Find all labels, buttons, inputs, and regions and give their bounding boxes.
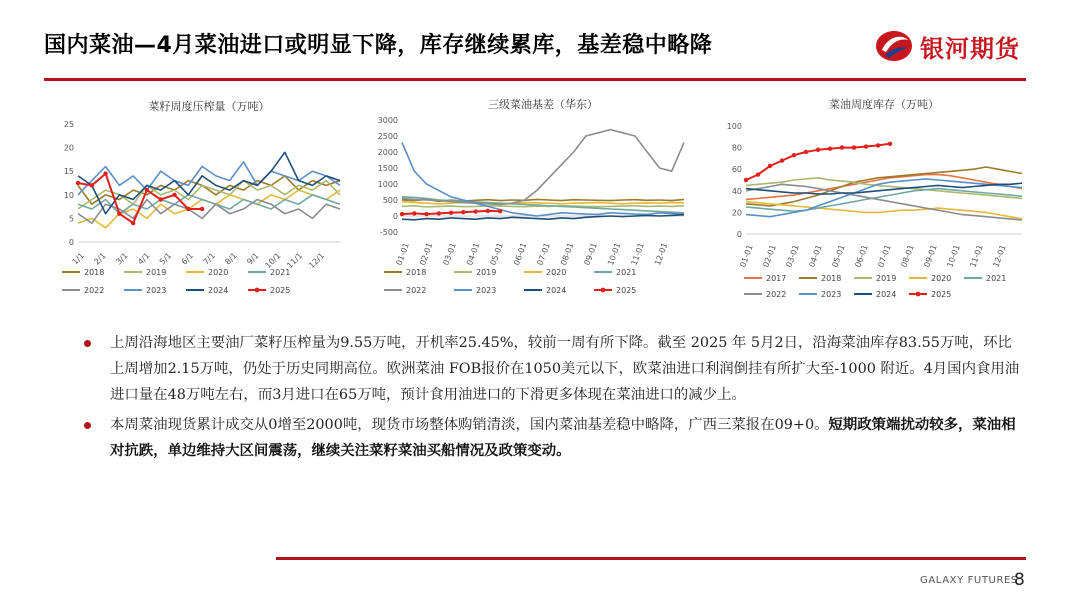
data-point-2025: [852, 145, 856, 149]
legend-marker: [601, 288, 606, 293]
footer-brand: GALAXY FUTURES: [920, 575, 1018, 586]
x-tick-label: 3/1: [114, 251, 130, 267]
x-tick-label: 6/1: [179, 251, 196, 267]
data-point-2025: [145, 188, 149, 192]
y-tick-label: 0: [392, 212, 398, 221]
legend-label: 2020: [931, 274, 952, 283]
data-point-2025: [117, 211, 121, 215]
data-point-2025: [768, 164, 772, 168]
data-point-2025: [888, 142, 892, 146]
x-tick-label: 12/1: [307, 251, 327, 271]
x-tick-label: 9/1: [245, 251, 261, 267]
data-point-2025: [756, 172, 760, 176]
bullet-2-bold: 短期政策端扰动较多，菜油相对抗跌，单边维持大区间震荡，继续关注菜籽菜油买船情况及政策变动。: [110, 417, 1016, 459]
x-tick-label: 02-01: [418, 241, 435, 267]
y-tick-label: 10: [63, 190, 74, 200]
bullet-dot: [84, 340, 91, 347]
data-point-2025: [744, 178, 748, 182]
legend-label: 2019: [476, 268, 497, 277]
legend-label: 2025: [931, 290, 952, 299]
legend-label: 2018: [821, 274, 842, 283]
data-point-2025: [437, 211, 441, 215]
bullet-dot: [84, 422, 91, 429]
brand-name: 银河期货: [920, 34, 1020, 63]
y-tick-label: 2000: [377, 148, 398, 157]
data-point-2025: [449, 211, 453, 215]
x-tick-label: 08-01: [559, 241, 576, 267]
data-point-2025: [172, 193, 176, 197]
y-tick-label: 80: [731, 143, 742, 153]
y-tick-label: 1000: [377, 180, 398, 189]
legend-label: 2020: [546, 268, 567, 277]
x-tick-label: 07-01: [535, 241, 552, 267]
x-tick-label: 03-01: [441, 241, 458, 267]
legend-label: 2020: [208, 268, 229, 277]
data-point-2025: [200, 207, 204, 211]
legend-label: 2023: [476, 286, 497, 295]
data-point-2025: [840, 145, 844, 149]
x-tick-label: 05-01: [488, 241, 505, 267]
x-tick-label: 12-01: [653, 241, 670, 267]
data-point-2025: [424, 212, 428, 216]
y-tick-label: 60: [731, 165, 742, 175]
bullet-2-text: 本周菜油现货累计成交从0增至2000吨，现货市场整体购销清淡，国内菜油基差稳中略降，广西三菜报在09+0。: [110, 417, 829, 433]
legend-label: 2018: [84, 268, 105, 277]
data-point-2025: [90, 183, 94, 187]
x-tick-label: 05-01: [830, 243, 847, 269]
x-tick-label: 4/1: [135, 251, 152, 267]
title-divider: [44, 78, 1026, 81]
x-tick-label: 11-01: [968, 243, 985, 269]
legend-marker: [255, 288, 260, 293]
x-tick-label: 06-01: [853, 243, 870, 269]
x-tick-label: 7/1: [201, 251, 217, 267]
x-tick-label: 07-01: [876, 243, 893, 269]
data-point-2025: [159, 197, 163, 201]
y-tick-label: 20: [731, 208, 742, 218]
y-tick-label: 5: [68, 214, 74, 224]
data-point-2025: [103, 171, 107, 175]
y-tick-label: 2500: [377, 132, 398, 141]
legend-label: 2021: [616, 268, 637, 277]
data-point-2025: [412, 211, 416, 215]
x-tick-label: 10/1: [263, 251, 283, 271]
data-point-2025: [186, 207, 190, 211]
chart-title: 菜油周度库存（万吨）: [829, 98, 939, 111]
page-title: 国内菜油—4月菜油进口或明显下降，库存继续累库，基差稳中略降: [44, 33, 713, 58]
y-tick-label: 0: [736, 230, 742, 239]
x-tick-label: 04-01: [807, 243, 824, 269]
bullet-2: [84, 412, 1024, 464]
x-tick-label: 10-01: [945, 243, 962, 269]
y-tick-label: 100: [726, 122, 742, 131]
data-point-2025: [400, 212, 404, 216]
data-point-2025: [876, 143, 880, 147]
bullet-1: [84, 330, 1024, 408]
legend-label: 2017: [766, 274, 787, 283]
legend-label: 2024: [876, 290, 897, 299]
legend-label: 2023: [821, 290, 842, 299]
y-tick-label: 20: [63, 143, 74, 153]
y-tick-label: 25: [63, 120, 74, 129]
basis-chart: [362, 96, 692, 302]
x-tick-label: 06-01: [512, 241, 529, 267]
legend-label: 2022: [766, 290, 787, 299]
legend-label: 2019: [146, 268, 167, 277]
data-point-2025: [131, 221, 135, 225]
brand-logo-group: [874, 28, 1020, 64]
y-tick-label: 1500: [377, 164, 398, 173]
inventory-chart: [722, 96, 1032, 302]
legend-label: 2022: [406, 286, 427, 295]
legend-label: 2023: [146, 286, 167, 295]
data-point-2025: [804, 150, 808, 154]
x-tick-label: 11-01: [629, 241, 646, 267]
x-tick-label: 2/1: [92, 251, 108, 267]
data-point-2025: [76, 181, 80, 185]
data-point-2025: [864, 144, 868, 148]
data-point-2025: [473, 209, 477, 213]
legend-label: 2021: [986, 274, 1007, 283]
legend-label: 2025: [270, 286, 291, 295]
legend-label: 2019: [876, 274, 897, 283]
x-tick-label: 04-01: [465, 241, 482, 267]
series-line-2020: [402, 202, 684, 204]
crush-volume-chart: [50, 96, 350, 302]
legend-label: 2018: [406, 268, 427, 277]
data-point-2025: [816, 148, 820, 152]
chart-title: 三级菜油基差（华东）: [488, 98, 598, 111]
legend-label: 2021: [270, 268, 291, 277]
legend-marker: [916, 292, 921, 297]
galaxy-logo-icon: [874, 28, 914, 64]
x-tick-label: 11/1: [285, 251, 305, 271]
y-tick-label: 3000: [377, 116, 398, 125]
footer-divider: [276, 557, 1026, 560]
x-tick-label: 09-01: [582, 241, 599, 267]
legend-label: 2022: [84, 286, 105, 295]
data-point-2025: [498, 209, 502, 213]
x-tick-label: 03-01: [784, 243, 801, 269]
x-tick-label: 5/1: [157, 251, 174, 267]
x-tick-label: 8/1: [223, 251, 239, 267]
y-tick-label: 0: [68, 238, 74, 247]
x-tick-label: 12-01: [991, 243, 1008, 269]
x-tick-label: 08-01: [899, 243, 916, 269]
legend-label: 2024: [208, 286, 229, 295]
x-tick-label: 09-01: [922, 243, 939, 269]
data-point-2025: [828, 146, 832, 150]
x-tick-label: 1/1: [70, 251, 86, 267]
y-tick-label: 15: [63, 167, 74, 177]
page-number: 8: [1014, 570, 1025, 590]
data-point-2025: [780, 158, 784, 162]
bullet-1-text: 上周沿海地区主要油厂菜籽压榨量为9.55万吨，开机率25.45%，较前一周有所下降。截至 2025 年 5月2日，沿海菜油库存83.55万吨，环比上周增加2.15万吨，仍处于历史同期高位。欧洲菜油 FOB报价在1050美元以下，欧菜油进口利润倒挂有所扩大至-1000 附近。4月国内食用油进口量在48万吨左右，而3月进口在65万吨，预计食用油进口的下滑更多体现在菜油进口的减少上。: [110, 335, 1020, 403]
y-tick-label: 500: [382, 196, 398, 205]
y-tick-label: -500: [379, 228, 398, 237]
data-point-2025: [486, 209, 490, 213]
legend-label: 2024: [546, 286, 567, 295]
data-point-2025: [461, 210, 465, 214]
commentary: [84, 330, 1024, 468]
data-point-2025: [792, 153, 796, 157]
chart-title: 菜籽周度压榨量（万吨）: [148, 100, 270, 113]
x-tick-label: 01-01: [738, 243, 755, 269]
y-tick-label: 40: [731, 186, 742, 196]
x-tick-label: 10-01: [606, 241, 623, 267]
x-tick-label: 02-01: [761, 243, 778, 269]
x-tick-label: 01-01: [394, 241, 411, 267]
legend-label: 2025: [616, 286, 637, 295]
